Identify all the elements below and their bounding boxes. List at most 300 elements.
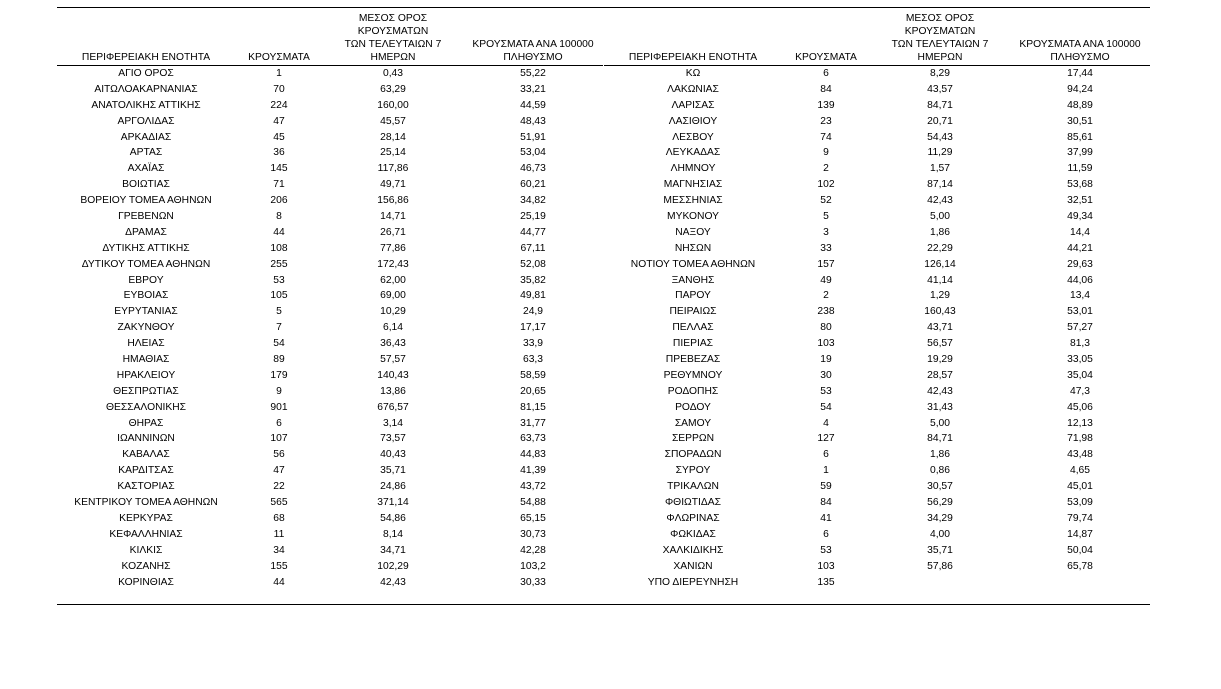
avg7-cell: 117,86	[377, 163, 409, 175]
table-row	[604, 527, 1150, 543]
per100k-cell: 94,24	[1067, 83, 1093, 95]
cases-cell: 59	[820, 481, 832, 493]
region-cell: ΛΕΥΚΑΔΑΣ	[665, 147, 721, 159]
cases-cell: 108	[270, 242, 288, 254]
region-cell: ΔΥΤΙΚΟΥ ΤΟΜΕΑ ΑΘΗΝΩΝ	[81, 258, 211, 270]
region-cell: ΦΛΩΡΙΝΑΣ	[666, 512, 720, 524]
table-row	[57, 288, 603, 304]
per100k-cell: 63,73	[520, 433, 546, 445]
region-cell: ΦΩΚΙΔΑΣ	[670, 528, 716, 540]
avg7-cell: 31,43	[927, 401, 953, 413]
avg7-cell: 22,29	[927, 242, 953, 254]
per100k-cell: 44,21	[1067, 242, 1093, 254]
cases-table-right	[604, 13, 1150, 590]
region-cell: ΔΡΑΜΑΣ	[125, 226, 167, 238]
region-cell: ΤΡΙΚΑΛΩΝ	[667, 481, 719, 493]
avg7-cell: 14,71	[380, 211, 406, 223]
table-row	[57, 161, 603, 177]
per100k-cell: 44,83	[520, 449, 546, 461]
avg7-cell: 0,86	[929, 465, 951, 477]
cases-cell: 89	[273, 354, 285, 366]
region-cell: ΖΑΚΥΝΘΟΥ	[117, 322, 175, 334]
cases-cell: 9	[823, 147, 829, 159]
region-cell: ΠΕΛΛΑΣ	[672, 322, 714, 334]
table-row	[57, 82, 603, 98]
per100k-cell: 63,3	[522, 354, 544, 366]
header-7day-average: ΜΕΣΟΣ ΟΡΟΣ ΚΡΟΥΣΜΑΤΩΝ ΤΩΝ ΤΕΛΕΥΤΑΙΩΝ 7 ΗΜΕΡΩΝ	[344, 13, 442, 63]
header-cases-per-100000: ΚΡΟΥΣΜΑΤΑ ΑΝΑ 100000 ΠΛΗΘΥΣΜΟ	[1019, 39, 1141, 63]
cases-cell: 49	[820, 274, 832, 286]
cases-cell: 5	[823, 211, 829, 223]
region-cell: ΒΟΡΕΙΟΥ ΤΟΜΕΑ ΑΘΗΝΩΝ	[80, 195, 212, 207]
cases-cell: 44	[273, 576, 285, 588]
table-row	[57, 273, 603, 289]
table-row	[604, 400, 1150, 416]
region-cell: ΣΠΟΡΑΔΩΝ	[664, 449, 722, 461]
avg7-cell: 28,57	[927, 369, 953, 381]
region-cell: ΚΑΣΤΟΡΙΑΣ	[117, 481, 175, 493]
table-row	[57, 114, 603, 130]
per100k-cell: 50,04	[1067, 544, 1093, 556]
per100k-cell: 81,3	[1069, 338, 1091, 350]
region-cell: ΚΙΛΚΙΣ	[129, 544, 163, 556]
region-cell: ΛΑΚΩΝΙΑΣ	[667, 83, 719, 95]
avg7-cell: 26,71	[380, 226, 406, 238]
table-row	[57, 479, 603, 495]
table-row	[57, 447, 603, 463]
per100k-cell: 47,3	[1069, 385, 1091, 397]
region-cell: ΑΝΑΤΟΛΙΚΗΣ ΑΤΤΙΚΗΣ	[91, 99, 201, 111]
per100k-cell: 49,81	[520, 290, 546, 302]
per100k-cell: 25,19	[520, 211, 546, 223]
avg7-cell: 56,29	[927, 497, 953, 509]
per100k-cell: 14,87	[1067, 528, 1093, 540]
table-row	[57, 431, 603, 447]
table-row	[57, 511, 603, 527]
avg7-cell: 4,00	[929, 528, 951, 540]
cases-cell: 107	[270, 433, 288, 445]
region-cell: ΗΛΕΙΑΣ	[127, 338, 165, 350]
per100k-cell: 13,4	[1069, 290, 1091, 302]
per100k-cell: 67,11	[520, 242, 546, 254]
region-cell: ΛΕΣΒΟΥ	[672, 131, 714, 143]
header-region: ΠΕΡΙΦΕΡΕΙΑΚΗ ΕΝΟΤΗΤΑ	[81, 52, 211, 63]
per100k-cell: 37,99	[1067, 147, 1093, 159]
table-row	[57, 527, 603, 543]
cases-cell: 238	[817, 306, 835, 318]
table-row	[57, 384, 603, 400]
region-cell: ΚΕΝΤΡΙΚΟΥ ΤΟΜΕΑ ΑΘΗΝΩΝ	[74, 497, 218, 509]
cases-cell: 36	[273, 147, 285, 159]
per100k-cell: 79,74	[1067, 512, 1093, 524]
table-header	[57, 13, 603, 66]
header-region: ΠΕΡΙΦΕΡΕΙΑΚΗ ΕΝΟΤΗΤΑ	[628, 52, 758, 63]
table-row	[604, 161, 1150, 177]
table-row	[57, 304, 603, 320]
region-cell: ΠΑΡΟΥ	[675, 290, 711, 302]
per100k-cell: 52,08	[520, 258, 546, 270]
per100k-cell: 30,73	[520, 528, 546, 540]
cases-cell: 74	[820, 131, 832, 143]
table-row	[57, 98, 603, 114]
region-cell: ΚΑΒΑΛΑΣ	[122, 449, 170, 461]
avg7-cell: 160,00	[377, 99, 409, 111]
cases-cell: 157	[817, 258, 835, 270]
per100k-cell: 48,43	[520, 115, 546, 127]
per100k-cell: 55,22	[520, 68, 546, 79]
top-rule	[57, 7, 1150, 8]
region-cell: ΚΑΡΔΙΤΣΑΣ	[118, 465, 174, 477]
per100k-cell: 49,34	[1067, 211, 1093, 223]
header-7day-average: ΜΕΣΟΣ ΟΡΟΣ ΚΡΟΥΣΜΑΤΩΝ ΤΩΝ ΤΕΛΕΥΤΑΙΩΝ 7 ΗΜΕΡΩΝ	[891, 13, 989, 63]
region-cell: ΗΡΑΚΛΕΙΟΥ	[116, 369, 176, 381]
region-cell: ΗΜΑΘΙΑΣ	[122, 354, 170, 366]
region-cell: ΣΥΡΟΥ	[675, 465, 711, 477]
cases-cell: 2	[823, 163, 829, 175]
region-cell: ΞΑΝΘΗΣ	[671, 274, 715, 286]
cases-cell: 6	[823, 449, 829, 461]
cases-cell: 6	[276, 417, 282, 429]
avg7-cell: 11,29	[927, 147, 953, 159]
per100k-cell: 33,21	[520, 83, 546, 95]
cases-cell: 145	[270, 163, 288, 175]
per100k-cell: 58,59	[520, 369, 546, 381]
cases-cell: 84	[820, 497, 832, 509]
per100k-cell: 31,77	[520, 417, 546, 429]
region-cell: ΝΟΤΙΟΥ ΤΟΜΕΑ ΑΘΗΝΩΝ	[630, 258, 756, 270]
per100k-cell: 17,44	[1067, 68, 1093, 79]
cases-cell: 34	[273, 544, 285, 556]
per100k-cell: 65,15	[520, 512, 546, 524]
region-cell: ΑΡΓΟΛΙΔΑΣ	[117, 115, 175, 127]
table-row	[604, 225, 1150, 241]
avg7-cell: 73,57	[380, 433, 406, 445]
cases-cell: 8	[276, 211, 282, 223]
table-row	[57, 463, 603, 479]
region-cell: ΜΥΚΟΝΟΥ	[667, 211, 719, 223]
avg7-cell: 40,43	[380, 449, 406, 461]
per100k-cell: 53,04	[520, 147, 546, 159]
per100k-cell: 33,05	[1067, 354, 1093, 366]
table-body	[604, 66, 1150, 590]
avg7-cell: 3,14	[382, 417, 404, 429]
avg7-cell: 24,86	[380, 481, 406, 493]
avg7-cell: 54,43	[927, 131, 953, 143]
region-cell: ΚΕΡΚΥΡΑΣ	[119, 512, 173, 524]
avg7-cell: 28,14	[380, 131, 406, 143]
avg7-cell: 0,43	[382, 68, 404, 79]
avg7-cell: 63,29	[380, 83, 406, 95]
table-row	[57, 320, 603, 336]
cases-cell: 53	[820, 385, 832, 397]
table-row	[604, 114, 1150, 130]
table-row	[57, 177, 603, 193]
region-cell: ΡΟΔΟΥ	[675, 401, 711, 413]
cases-cell: 1	[823, 465, 829, 477]
table-row	[57, 368, 603, 384]
table-row	[57, 225, 603, 241]
region-cell: ΚΟΖΑΝΗΣ	[121, 560, 171, 572]
cases-cell: 84	[820, 83, 832, 95]
per100k-cell: 57,27	[1067, 322, 1093, 334]
cases-cell: 2	[823, 290, 829, 302]
table-row	[604, 66, 1150, 82]
table-row	[57, 559, 603, 575]
cases-cell: 70	[273, 83, 285, 95]
avg7-cell: 57,86	[927, 560, 953, 572]
avg7-cell: 20,71	[927, 115, 953, 127]
per100k-cell: 32,51	[1067, 195, 1093, 207]
table-row	[604, 288, 1150, 304]
avg7-cell: 1,57	[929, 163, 951, 175]
avg7-cell: 371,14	[377, 497, 409, 509]
per100k-cell: 30,33	[520, 576, 546, 588]
per100k-cell: 45,06	[1067, 401, 1093, 413]
table-row	[604, 257, 1150, 273]
avg7-cell: 160,43	[924, 306, 956, 318]
region-cell: ΑΙΤΩΛΟΑΚΑΡΝΑΝΙΑΣ	[94, 83, 198, 95]
table-row	[604, 336, 1150, 352]
region-cell: ΑΡΚΑΔΙΑΣ	[120, 131, 172, 143]
table-row	[57, 575, 603, 591]
table-row	[57, 241, 603, 257]
table-row	[604, 431, 1150, 447]
avg7-cell: 87,14	[927, 179, 953, 191]
region-cell: ΕΒΡΟΥ	[128, 274, 164, 286]
cases-cell: 3	[823, 226, 829, 238]
avg7-cell: 77,86	[380, 242, 406, 254]
per100k-cell: 44,77	[520, 226, 546, 238]
per100k-cell: 12,13	[1067, 417, 1093, 429]
region-cell: ΠΡΕΒΕΖΑΣ	[665, 354, 721, 366]
per100k-cell: 30,51	[1067, 115, 1093, 127]
cases-table-left	[57, 13, 603, 590]
cases-cell: 30	[820, 369, 832, 381]
avg7-cell: 10,29	[380, 306, 406, 318]
table-row	[57, 145, 603, 161]
avg7-cell: 156,86	[377, 195, 409, 207]
cases-cell: 102	[817, 179, 835, 191]
region-cell: ΡΟΔΟΠΗΣ	[667, 385, 719, 397]
avg7-cell: 84,71	[927, 99, 953, 111]
per100k-cell: 11,59	[1067, 163, 1093, 175]
cases-cell: 127	[817, 433, 835, 445]
per100k-cell: 85,61	[1067, 131, 1093, 143]
per100k-cell: 65,78	[1067, 560, 1093, 572]
region-cell: ΛΗΜΝΟΥ	[670, 163, 716, 175]
per100k-cell: 17,17	[520, 322, 546, 334]
avg7-cell: 8,29	[929, 68, 951, 79]
cases-cell: 47	[273, 465, 285, 477]
table-row	[604, 241, 1150, 257]
cases-cell: 901	[270, 401, 288, 413]
per100k-cell: 14,4	[1069, 226, 1091, 238]
avg7-cell: 8,14	[382, 528, 404, 540]
table-row	[604, 416, 1150, 432]
cases-cell: 22	[273, 481, 285, 493]
per100k-cell: 24,9	[522, 306, 544, 318]
cases-cell: 103	[817, 560, 835, 572]
per100k-cell: 42,28	[520, 544, 546, 556]
per100k-cell: 46,73	[520, 163, 546, 175]
avg7-cell: 1,29	[929, 290, 951, 302]
avg7-cell: 30,57	[927, 481, 953, 493]
header-cases-per-100000: ΚΡΟΥΣΜΑΤΑ ΑΝΑ 100000 ΠΛΗΘΥΣΜΟ	[472, 39, 594, 63]
cases-cell: 179	[270, 369, 288, 381]
table-row	[57, 193, 603, 209]
region-cell: ΛΑΡΙΣΑΣ	[671, 99, 715, 111]
avg7-cell: 13,86	[380, 385, 406, 397]
per100k-cell: 54,88	[520, 497, 546, 509]
per100k-cell: 35,82	[520, 274, 546, 286]
cases-cell: 47	[273, 115, 285, 127]
table-row	[604, 543, 1150, 559]
cases-cell: 80	[820, 322, 832, 334]
table-row	[604, 273, 1150, 289]
region-cell: ΧΑΝΙΩΝ	[673, 560, 713, 572]
table-row	[604, 320, 1150, 336]
avg7-cell: 45,57	[380, 115, 406, 127]
cases-cell: 6	[823, 528, 829, 540]
table-row	[604, 479, 1150, 495]
table-row	[604, 98, 1150, 114]
per100k-cell: 41,39	[520, 465, 546, 477]
region-cell: ΕΥΡΥΤΑΝΙΑΣ	[114, 306, 178, 318]
table-row	[604, 368, 1150, 384]
table-row	[57, 66, 603, 82]
per100k-cell: 44,06	[1067, 274, 1093, 286]
avg7-cell: 5,00	[929, 417, 951, 429]
table-header	[604, 13, 1150, 66]
avg7-cell: 42,43	[927, 385, 953, 397]
region-cell: ΒΟΙΩΤΙΑΣ	[122, 179, 170, 191]
region-cell: ΠΙΕΡΙΑΣ	[672, 338, 714, 350]
cases-cell: 53	[273, 274, 285, 286]
table-row	[604, 559, 1150, 575]
table-row	[604, 511, 1150, 527]
cases-cell: 9	[276, 385, 282, 397]
avg7-cell: 25,14	[380, 147, 406, 159]
per100k-cell: 4,65	[1069, 465, 1091, 477]
cases-cell: 105	[270, 290, 288, 302]
header-cases: ΚΡΟΥΣΜΑΤΑ	[795, 52, 857, 63]
region-cell: ΝΗΣΩΝ	[674, 242, 712, 254]
per100k-cell: 48,89	[1067, 99, 1093, 111]
cases-cell: 255	[270, 258, 288, 270]
per100k-cell: 44,59	[520, 99, 546, 111]
per100k-cell: 43,72	[520, 481, 546, 493]
table-row	[57, 543, 603, 559]
per100k-cell: 29,63	[1067, 258, 1093, 270]
avg7-cell: 34,71	[380, 544, 406, 556]
region-cell: ΜΕΣΣΗΝΙΑΣ	[663, 195, 723, 207]
per100k-cell: 53,01	[1067, 306, 1093, 318]
per100k-cell: 103,2	[520, 560, 546, 572]
table-body	[57, 66, 603, 590]
region-cell: ΥΠΟ ΔΙΕΡΕΥΝΗΣΗ	[647, 576, 739, 588]
table-row	[604, 575, 1150, 591]
avg7-cell: 57,57	[380, 354, 406, 366]
region-cell: ΛΑΣΙΘΙΟΥ	[668, 115, 718, 127]
avg7-cell: 84,71	[927, 433, 953, 445]
cases-cell: 54	[820, 401, 832, 413]
per100k-cell: 34,82	[520, 195, 546, 207]
table-row	[57, 257, 603, 273]
region-cell: ΔΥΤΙΚΗΣ ΑΤΤΙΚΗΣ	[102, 242, 190, 254]
cases-cell: 68	[273, 512, 285, 524]
region-cell: ΕΥΒΟΙΑΣ	[123, 290, 169, 302]
table-row	[57, 400, 603, 416]
cases-cell: 52	[820, 195, 832, 207]
cases-cell: 6	[823, 68, 829, 79]
avg7-cell: 43,71	[927, 322, 953, 334]
avg7-cell: 19,29	[927, 354, 953, 366]
cases-cell: 45	[273, 131, 285, 143]
avg7-cell: 54,86	[380, 512, 406, 524]
region-cell: ΝΑΞΟΥ	[675, 226, 711, 238]
cases-cell: 53	[820, 544, 832, 556]
region-cell: ΘΕΣΠΡΩΤΙΑΣ	[113, 385, 179, 397]
header-cases: ΚΡΟΥΣΜΑΤΑ	[248, 52, 310, 63]
table-row	[57, 416, 603, 432]
region-cell: ΣΕΡΡΩΝ	[671, 433, 715, 445]
cases-cell: 135	[817, 576, 835, 588]
cases-cell: 23	[820, 115, 832, 127]
per100k-cell: 43,48	[1067, 449, 1093, 461]
avg7-cell: 126,14	[924, 258, 956, 270]
cases-cell: 19	[820, 354, 832, 366]
region-cell: ΦΘΙΩΤΙΔΑΣ	[664, 497, 722, 509]
avg7-cell: 41,14	[927, 274, 953, 286]
avg7-cell: 43,57	[927, 83, 953, 95]
table-row	[604, 82, 1150, 98]
table-row	[604, 145, 1150, 161]
table-row	[57, 336, 603, 352]
cases-cell: 206	[270, 195, 288, 207]
table-row	[604, 193, 1150, 209]
per100k-cell: 53,09	[1067, 497, 1093, 509]
per100k-cell: 35,04	[1067, 369, 1093, 381]
region-cell: ΚΕΦΑΛΛΗΝΙΑΣ	[109, 528, 183, 540]
cases-cell: 155	[270, 560, 288, 572]
avg7-cell: 102,29	[377, 560, 409, 572]
region-cell: ΑΓΙΟ ΟΡΟΣ	[118, 68, 174, 79]
avg7-cell: 42,43	[927, 195, 953, 207]
avg7-cell: 69,00	[380, 290, 406, 302]
avg7-cell: 5,00	[929, 211, 951, 223]
table-row	[604, 463, 1150, 479]
cases-cell: 1	[276, 68, 282, 79]
avg7-cell: 676,57	[377, 401, 409, 413]
avg7-cell: 36,43	[380, 338, 406, 350]
avg7-cell: 49,71	[380, 179, 406, 191]
avg7-cell: 1,86	[929, 226, 951, 238]
avg7-cell: 34,29	[927, 512, 953, 524]
cases-cell: 5	[276, 306, 282, 318]
cases-cell: 224	[270, 99, 288, 111]
avg7-cell: 35,71	[380, 465, 406, 477]
region-cell: ΧΑΛΚΙΔΙΚΗΣ	[662, 544, 724, 556]
per100k-cell: 51,91	[520, 131, 546, 143]
region-cell: ΜΑΓΝΗΣΙΑΣ	[663, 179, 723, 191]
avg7-cell: 140,43	[377, 369, 409, 381]
avg7-cell: 42,43	[380, 576, 406, 588]
bottom-rule	[57, 604, 1150, 605]
region-cell: ΡΕΘΥΜΝΟΥ	[663, 369, 723, 381]
table-row	[57, 209, 603, 225]
cases-cell: 11	[273, 528, 285, 540]
region-cell: ΑΧΑΪΑΣ	[127, 163, 165, 175]
